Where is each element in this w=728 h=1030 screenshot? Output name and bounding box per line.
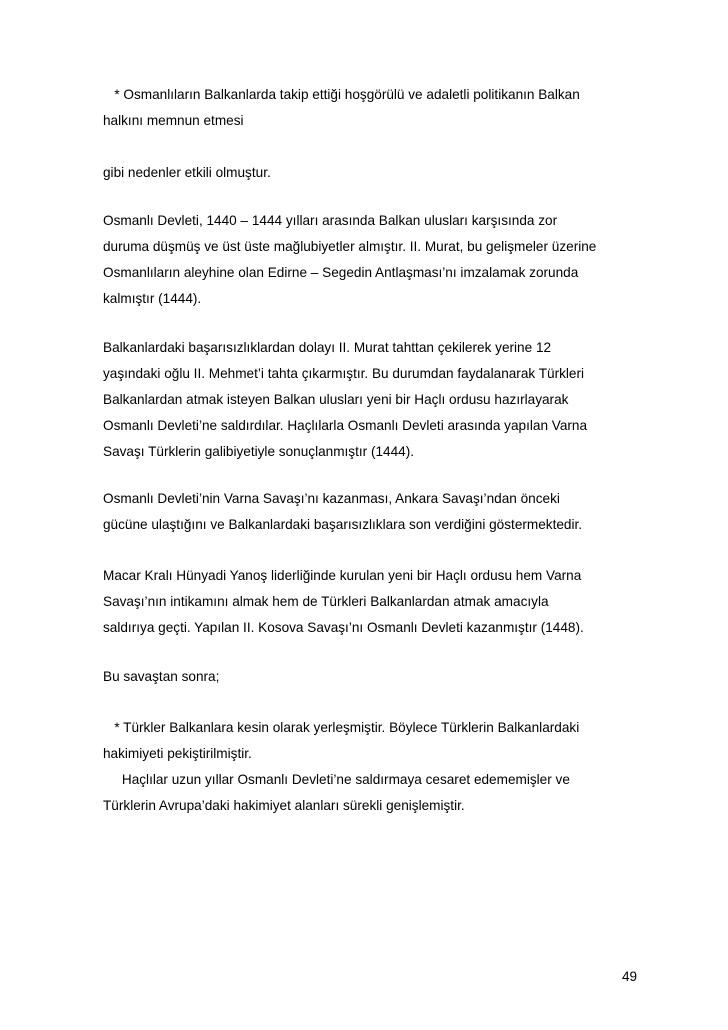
text-line: Savaşı’nın intikamını almak hem de Türkleri Balkanlardan atmak amacıyla <box>103 594 549 609</box>
text-line: hakimiyeti pekiştirilmiştir. <box>103 746 252 761</box>
paragraph-5 <box>103 486 648 538</box>
page-number: 49 <box>622 969 638 984</box>
paragraph-3 <box>103 208 648 312</box>
text-line: saldırıya geçti. Yapılan II. Kosova Savaşı’nı Osmanlı Devleti kazanmıştır (1448). <box>103 620 584 635</box>
text-line: Osmanlı Devleti, 1440 – 1444 yılları arasında Balkan ulusları karşısında zor <box>103 213 558 228</box>
text-line: Osmanlı Devleti’nin Varna Savaşı’nı kazanması, Ankara Savaşı’ndan önceki <box>103 491 560 506</box>
text-line: duruma düşmüş ve üst üste mağlubiyetler almıştır. II. Murat, bu gelişmeler üzerine <box>103 239 597 254</box>
text-line: * Osmanlıların Balkanlarda takip ettiği hoşgörülü ve adaletli politikanın Balkan <box>103 87 580 102</box>
text-line: kalmıştır (1444). <box>103 291 202 306</box>
text-line: Türklerin Avrupa’daki hakimiyet alanları sürekli genişlemiştir. <box>103 798 465 813</box>
paragraph-1 <box>103 82 648 134</box>
text-line: yaşındaki oğlu II. Mehmet’i tahta çıkarmıştır. Bu durumdan faydalanarak Türkleri <box>103 366 585 381</box>
text-line: halkını memnun etmesi <box>103 113 244 128</box>
text-line: Balkanlardan atmak isteyen Balkan ulusları yeni bir Haçlı ordusu hazırlayarak <box>103 392 569 407</box>
paragraph-7 <box>103 664 648 690</box>
text-line: Haçlılar uzun yıllar Osmanlı Devleti’ne saldırmaya cesaret edememişler ve <box>103 772 570 787</box>
paragraph-6 <box>103 563 648 641</box>
text-line: Bu savaştan sonra; <box>103 669 220 684</box>
text-line: gibi nedenler etkili olmuştur. <box>103 165 271 180</box>
text-line: Osmanlıların aleyhine olan Edirne – Segedin Antlaşması’nı imzalamak zorunda <box>103 265 579 280</box>
paragraph-4 <box>103 335 648 465</box>
text-line: Balkanlardaki başarısızlıklardan dolayı II. Murat tahttan çekilerek yerine 12 <box>103 340 552 355</box>
text-line: Osmanlı Devleti’ne saldırdılar. Haçlılarla Osmanlı Devleti arasında yapılan Varna <box>103 418 588 433</box>
paragraph-2 <box>103 160 648 186</box>
paragraph-8 <box>103 715 648 819</box>
text-line: gücüne ulaştığını ve Balkanlardaki başarısızlıklara son verdiğini göstermektedir. <box>103 517 583 532</box>
text-line: Savaşı Türklerin galibiyetiyle sonuçlanmıştır (1444). <box>103 444 415 459</box>
text-line: * Türkler Balkanlara kesin olarak yerleşmiştir. Böylece Türklerin Balkanlardaki <box>103 720 580 735</box>
text-line: Macar Kralı Hünyadi Yanoş liderliğinde kurulan yeni bir Haçlı ordusu hem Varna <box>103 568 582 583</box>
